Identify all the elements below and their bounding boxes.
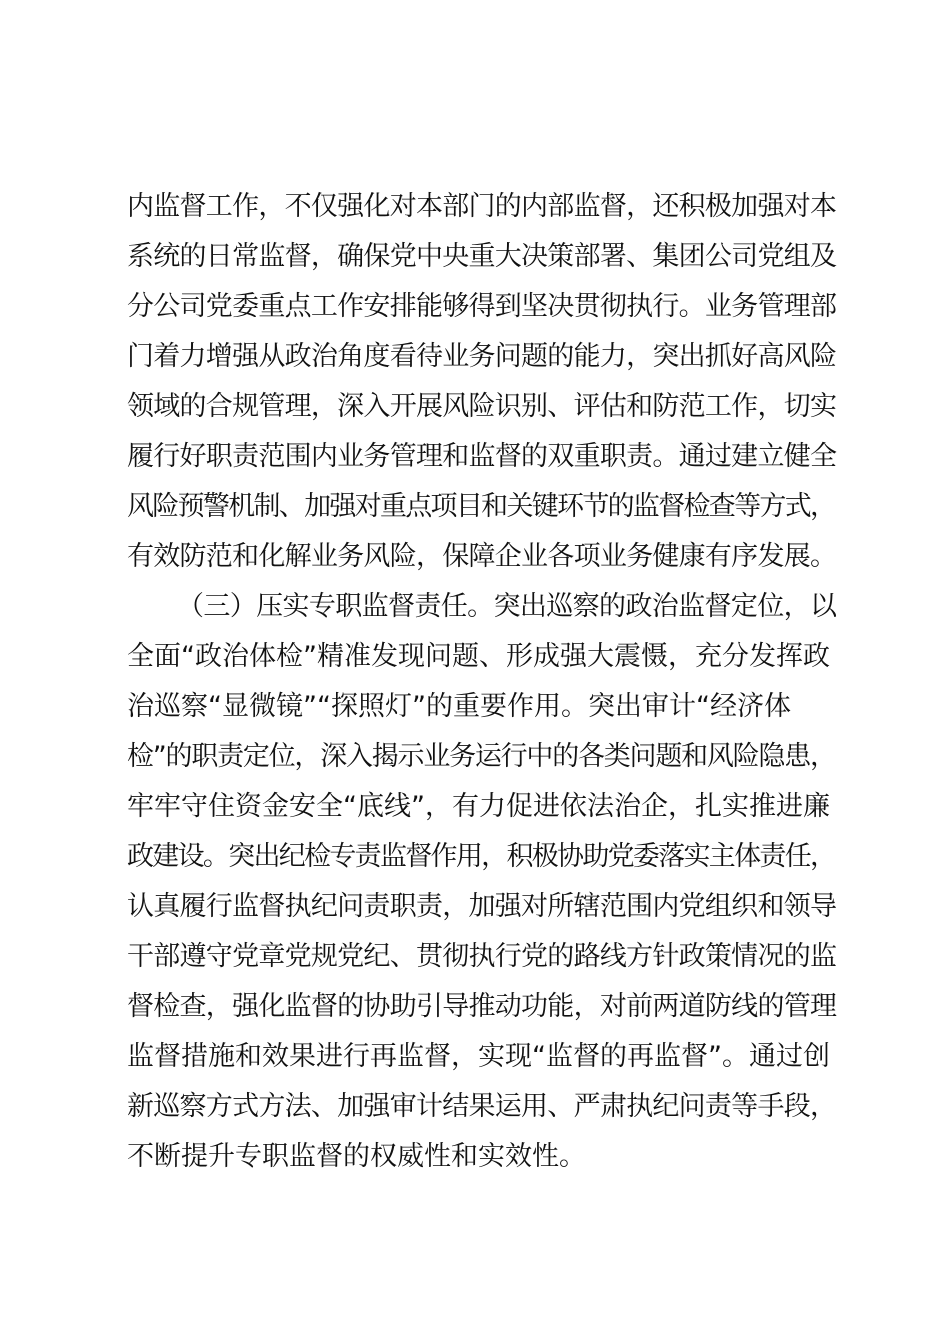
text-line: 内监督工作，不仅强化对本部门的内部监督，还积极加强对本 bbox=[127, 191, 837, 222]
text-line: 有效防范和化解业务风险，保障企业各项业务健康有序发展。 bbox=[127, 541, 837, 572]
text-line-indented: （三）压实专职监督责任。突出巡察的政治监督定位，以 bbox=[177, 591, 837, 622]
text-line: 认真履行监督执纪问责职责，加强对所辖范围内党组织和领导 bbox=[127, 891, 837, 922]
text-line: 检”的职责定位，深入揭示业务运行中的各类问题和风险隐患， bbox=[127, 741, 836, 772]
document-body bbox=[127, 182, 837, 1182]
text-line: 系统的日常监督，确保党中央重大决策部署、集团公司党组及 bbox=[127, 241, 837, 272]
text-line: 风险预警机制、加强对重点项目和关键环节的监督检查等方式， bbox=[127, 491, 836, 522]
text-line: 履行好职责范围内业务管理和监督的双重职责。通过建立健全 bbox=[127, 441, 837, 472]
text-line: 督检查，强化监督的协助引导推动功能，对前两道防线的管理 bbox=[127, 991, 837, 1022]
text-line: 不断提升专职监督的权威性和实效性。 bbox=[127, 1141, 586, 1172]
text-line: 新巡察方式方法、加强审计结果运用、严肃执纪问责等手段， bbox=[127, 1091, 837, 1122]
text-line: 政建设。突出纪检专责监督作用，积极协助党委落实主体责任， bbox=[127, 841, 836, 872]
paragraph-1 bbox=[127, 182, 837, 582]
text-line: 治巡察“显微镜”“探照灯”的重要作用。突出审计“经济体 bbox=[127, 691, 791, 722]
text-line: 牢牢守住资金安全“底线”，有力促进依法治企，扎实推进廉 bbox=[127, 791, 830, 822]
text-line: 领域的合规管理，深入开展风险识别、评估和防范工作，切实 bbox=[127, 391, 837, 422]
text-line: 干部遵守党章党规党纪、贯彻执行党的路线方针政策情况的监 bbox=[127, 941, 837, 972]
text-line: 监督措施和效果进行再监督，实现“监督的再监督”。通过创 bbox=[127, 1041, 830, 1072]
text-line: 分公司党委重点工作安排能够得到坚决贯彻执行。业务管理部 bbox=[127, 291, 837, 322]
text-line: 门着力增强从政治角度看待业务问题的能力，突出抓好高风险 bbox=[127, 341, 837, 372]
paragraph-2 bbox=[127, 582, 837, 1182]
text-line: 全面“政治体检”精准发现问题、形成强大震慑，充分发挥政 bbox=[127, 641, 830, 672]
